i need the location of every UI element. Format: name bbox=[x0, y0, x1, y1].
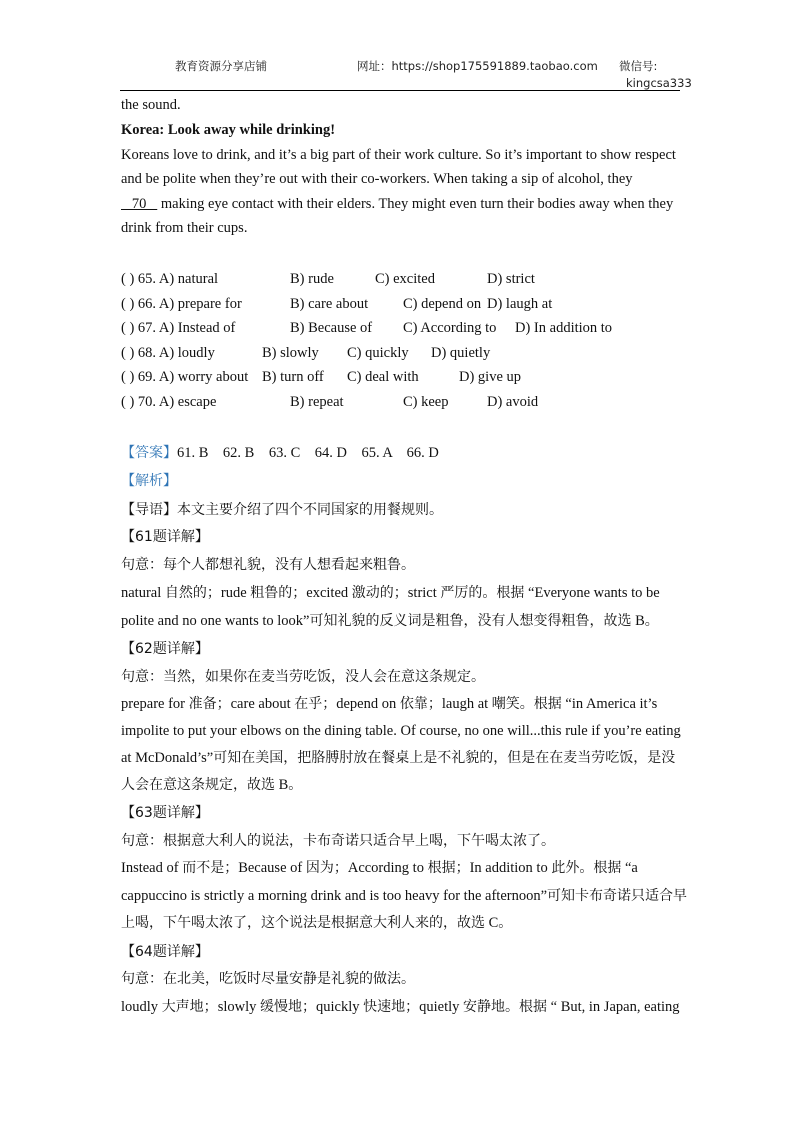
analysis-label: 【解析】 bbox=[121, 473, 177, 489]
guide-text: 【导语】本文主要介绍了四个不同国家的用餐规则。 bbox=[121, 502, 443, 518]
q64-title: 【64题详解】 bbox=[121, 944, 209, 960]
page-header bbox=[120, 54, 692, 91]
header-shop-name: 教育资源分享店铺 bbox=[175, 59, 267, 73]
q-num-option-a: ( ) 67. A) Instead of bbox=[121, 320, 236, 336]
q63-explanation: Instead of 而不是；Because of 因为；According to 根据；In addition to 此外。根据 “a bbox=[121, 860, 638, 876]
option-d: D) laugh at bbox=[487, 296, 553, 312]
option-c: C) deal with bbox=[347, 369, 419, 385]
header-wechat-label: 微信号: bbox=[619, 59, 658, 73]
q63-title: 【63题详解】 bbox=[121, 805, 209, 821]
q61-explanation: natural 自然的；rude 粗鲁的；excited 激动的；strict 严厉的。根据 “Everyone wants to be bbox=[121, 585, 660, 601]
blank-70: 70 bbox=[121, 196, 158, 212]
option-b: B) rude bbox=[290, 271, 334, 287]
option-c: C) excited bbox=[375, 271, 435, 287]
option-d: D) give up bbox=[459, 369, 522, 385]
passage-line: drink from their cups. bbox=[121, 220, 248, 236]
option-c: C) keep bbox=[403, 394, 449, 410]
option-c: C) depend on bbox=[403, 296, 482, 312]
option-d: D) avoid bbox=[487, 394, 539, 410]
passage-line: and be polite when they’re out with their co-workers. When taking a sip of alcohol, they bbox=[121, 171, 633, 187]
q62-explanation: at McDonald’s”可知在美国，把胳膊肘放在餐桌上是不礼貌的，但是在在麦当劳吃饭，是没 bbox=[121, 750, 676, 766]
q62-explanation: prepare for 准备；care about 在乎；depend on 依靠；laugh at 嘲笑。根据 “in America it’s bbox=[121, 696, 658, 712]
q-num-option-a: ( ) 70. A) escape bbox=[121, 394, 217, 410]
korea-heading: Korea: Look away while drinking! bbox=[121, 122, 336, 138]
option-c: C) According to bbox=[403, 320, 497, 336]
q61-meaning: 句意：每个人都想礼貌，没有人想看起来粗鲁。 bbox=[121, 557, 415, 573]
answer-text: 61. B 62. B 63. C 64. D 65. A 66. D bbox=[177, 445, 439, 461]
q62-explanation: impolite to put your elbows on the dining table. Of course, no one will...this rule if you’re eating bbox=[121, 723, 681, 739]
q63-explanation: cappuccino is strictly a morning drink and is too heavy for the afternoon”可知卡布奇诺只适合早 bbox=[121, 888, 688, 904]
q62-title: 【62题详解】 bbox=[121, 641, 209, 657]
option-b: B) turn off bbox=[262, 369, 324, 385]
option-d: D) strict bbox=[487, 271, 535, 287]
q-num-option-a: ( ) 69. A) worry about bbox=[121, 369, 249, 385]
option-b: B) slowly bbox=[262, 345, 319, 361]
q64-explanation: loudly 大声地；slowly 缓慢地；quickly 快速地；quietly 安静地。根据 “ But, in Japan, eating bbox=[121, 999, 680, 1015]
option-b: B) Because of bbox=[290, 320, 373, 336]
option-b: B) care about bbox=[290, 296, 369, 312]
q61-title: 【61题详解】 bbox=[121, 529, 209, 545]
answer-label: 【答案】 bbox=[121, 445, 177, 461]
q62-explanation: 人会在意这条规定，故选 B。 bbox=[121, 777, 303, 793]
option-b: B) repeat bbox=[290, 394, 344, 410]
header-wechat-id: kingcsa333 bbox=[626, 76, 692, 90]
q62-meaning: 句意：当然，如果你在麦当劳吃饭，没人会在意这条规定。 bbox=[121, 669, 485, 685]
option-c: C) quickly bbox=[347, 345, 409, 361]
passage-text: making eye contact with their elders. They might even turn their bodies away when they bbox=[157, 196, 674, 212]
q64-meaning: 句意：在北美，吃饭时尽量安静是礼貌的做法。 bbox=[121, 971, 415, 987]
passage-line bbox=[121, 195, 673, 213]
q-num-option-a: ( ) 66. A) prepare for bbox=[121, 296, 242, 312]
option-d: D) In addition to bbox=[515, 320, 613, 336]
q63-meaning: 句意：根据意大利人的说法，卡布奇诺只适合早上喝，下午喝太浓了。 bbox=[121, 833, 555, 849]
header-url: 网址：https://shop175591889.taobao.com bbox=[357, 59, 598, 73]
answer-line bbox=[121, 444, 439, 462]
passage-line: the sound. bbox=[121, 97, 181, 113]
q63-explanation: 上喝，下午喝太浓了，这个说法是根据意大利人来的，故选 C。 bbox=[121, 915, 513, 931]
q61-explanation: polite and no one wants to look”可知礼貌的反义词是粗鲁，没有人想变得粗鲁，故选 B。 bbox=[121, 613, 659, 629]
q-num-option-a: ( ) 65. A) natural bbox=[121, 271, 219, 287]
passage-line: Koreans love to drink, and it’s a big part of their work culture. So it’s important to show respect bbox=[121, 147, 676, 163]
q-num-option-a: ( ) 68. A) loudly bbox=[121, 345, 215, 361]
option-d: D) quietly bbox=[431, 345, 491, 361]
